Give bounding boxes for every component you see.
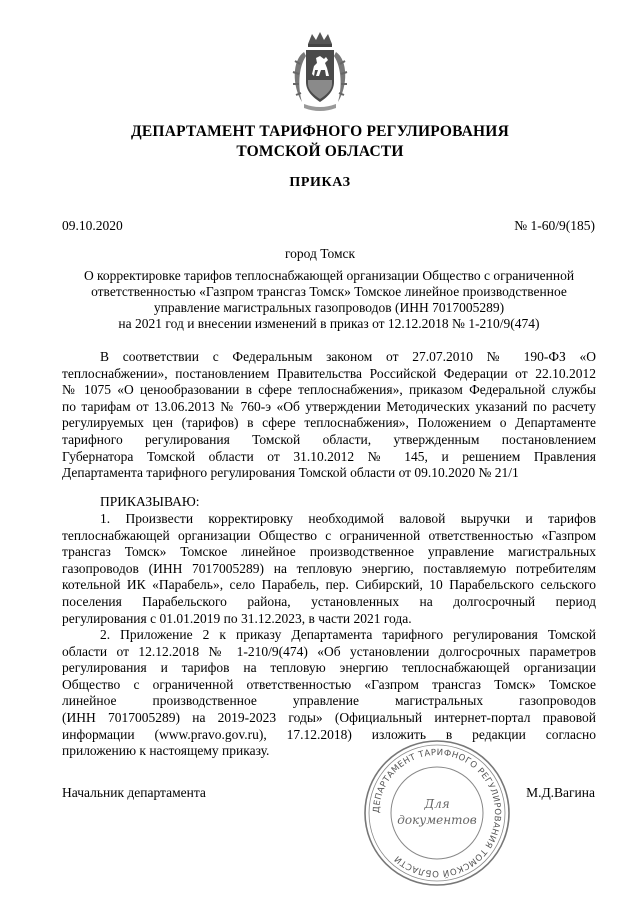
order-date: 09.10.2020 xyxy=(62,218,123,233)
subject-line: О корректировке тарифов теплоснабжающей организации Общество с ограниченной xyxy=(83,268,575,283)
subject-line: на 2021 год и внесении изменений в приказ от 12.12.2018 № 1-210/9(474) xyxy=(118,316,540,331)
subject-line: управление магистральных газопроводов (ИНН 7017005289) xyxy=(153,300,505,315)
text-line: Губернатора Томской области от 31.10.2012 № 145, и решением Правления xyxy=(62,448,596,464)
order-subject xyxy=(62,268,596,332)
text-line: информации (www.pravo.gov.ru), 17.12.2018) изложить в редакции согласно xyxy=(62,726,596,742)
text-line: регулируемых цен (тарифов) в сфере теплоснабжения», Положением о Департаменте xyxy=(62,415,596,431)
order-item-1 xyxy=(62,511,596,627)
text-line: области от 12.12.2018 № 1-210/9(474) «Об установлении долгосрочных параметров xyxy=(62,643,596,659)
text-line: тарифного регулирования Томской области, утвержденным постановлением xyxy=(62,431,596,447)
text-line: поселения Парабельского района, установленных на долгосрочный период xyxy=(62,593,596,609)
coat-of-arms-emblem xyxy=(290,30,350,114)
stamp-ring-text: ДЕПАРТАМЕНТ ТАРИФНОГО РЕГУЛИРОВАНИЯ ТОМСКОЙ ОБЛАСТИ xyxy=(371,747,503,879)
text-line: линейное производственное управление магистральных газопроводов xyxy=(62,693,596,709)
text-line: трансгаз Томск» Томское линейное производственное управление магистральных xyxy=(62,544,596,560)
document-type-title: ПРИКАЗ xyxy=(289,175,351,190)
stamp-center-line1: Для xyxy=(424,797,450,811)
text-line: 2. Приложение 2 к приказу Департамента тарифного регулирования Томской xyxy=(100,627,596,642)
department-name-line2: ТОМСКОЙ ОБЛАСТИ xyxy=(236,143,404,160)
text-line: регулирования с 01.01.2019 по 31.12.2023, в части 2021 года. xyxy=(62,610,412,626)
text-line: № 1075 «О ценообразовании в сфере теплоснабжения», приказом Федеральной службы xyxy=(62,382,596,398)
order-number: № 1-60/9(185) xyxy=(514,218,595,233)
text-line: (ИНН 7017005289) на 2019-2023 годы» (Официальный интернет-портал правовой xyxy=(62,709,596,725)
text-line: Департамента тарифного регулирования Томской области от 09.10.2020 № 21/1 xyxy=(62,465,519,481)
text-line: приложению к настоящему приказу. xyxy=(62,743,270,759)
text-line: Общество с ограниченной ответственностью «Газпром трансгаз Томск» Томское xyxy=(62,676,596,692)
preamble-paragraph xyxy=(62,349,596,482)
department-name-line1: ДЕПАРТАМЕНТ ТАРИФНОГО РЕГУЛИРОВАНИЯ xyxy=(131,123,509,140)
text-line: теплоснабжающей организации Общество с ограниченной ответственностью «Газпром xyxy=(62,527,596,543)
signatory-position: Начальник департамента xyxy=(62,785,206,800)
order-city: город Томск xyxy=(284,246,356,261)
text-line: газопроводов (ИНН 7017005289) на тепловую энергию, поставляемую потребителям xyxy=(62,560,596,576)
text-line: 1. Произвести корректировку необходимой валовой выручки и тарифов xyxy=(100,511,596,526)
signatory-name: М.Д.Вагина xyxy=(526,785,595,800)
order-word: ПРИКАЗЫВАЮ: xyxy=(100,494,200,509)
official-stamp xyxy=(362,738,512,888)
text-line: котельной ИК «Парабель», село Парабель, пер. Сибирский, 10 Парабельского сельского xyxy=(62,577,596,593)
text-line: регулирования и тарифов на тепловую энергию теплоснабжающей организации xyxy=(62,660,596,676)
text-line: по тарифам от 13.06.2013 № 760-э «Об утверждении Методических указаний по расчету xyxy=(62,398,596,414)
text-line: В соответствии с Федеральным законом от 27.07.2010 № 190-ФЗ «О xyxy=(100,349,596,364)
text-line: теплоснабжении», постановлением Правительства Российской Федерации от 22.10.2012 xyxy=(62,365,596,381)
stamp-center-line2: документов xyxy=(397,813,477,827)
order-item-2 xyxy=(62,627,596,760)
subject-line: ответственностью «Газпром трансгаз Томск» Томское линейное производственное xyxy=(91,284,567,299)
